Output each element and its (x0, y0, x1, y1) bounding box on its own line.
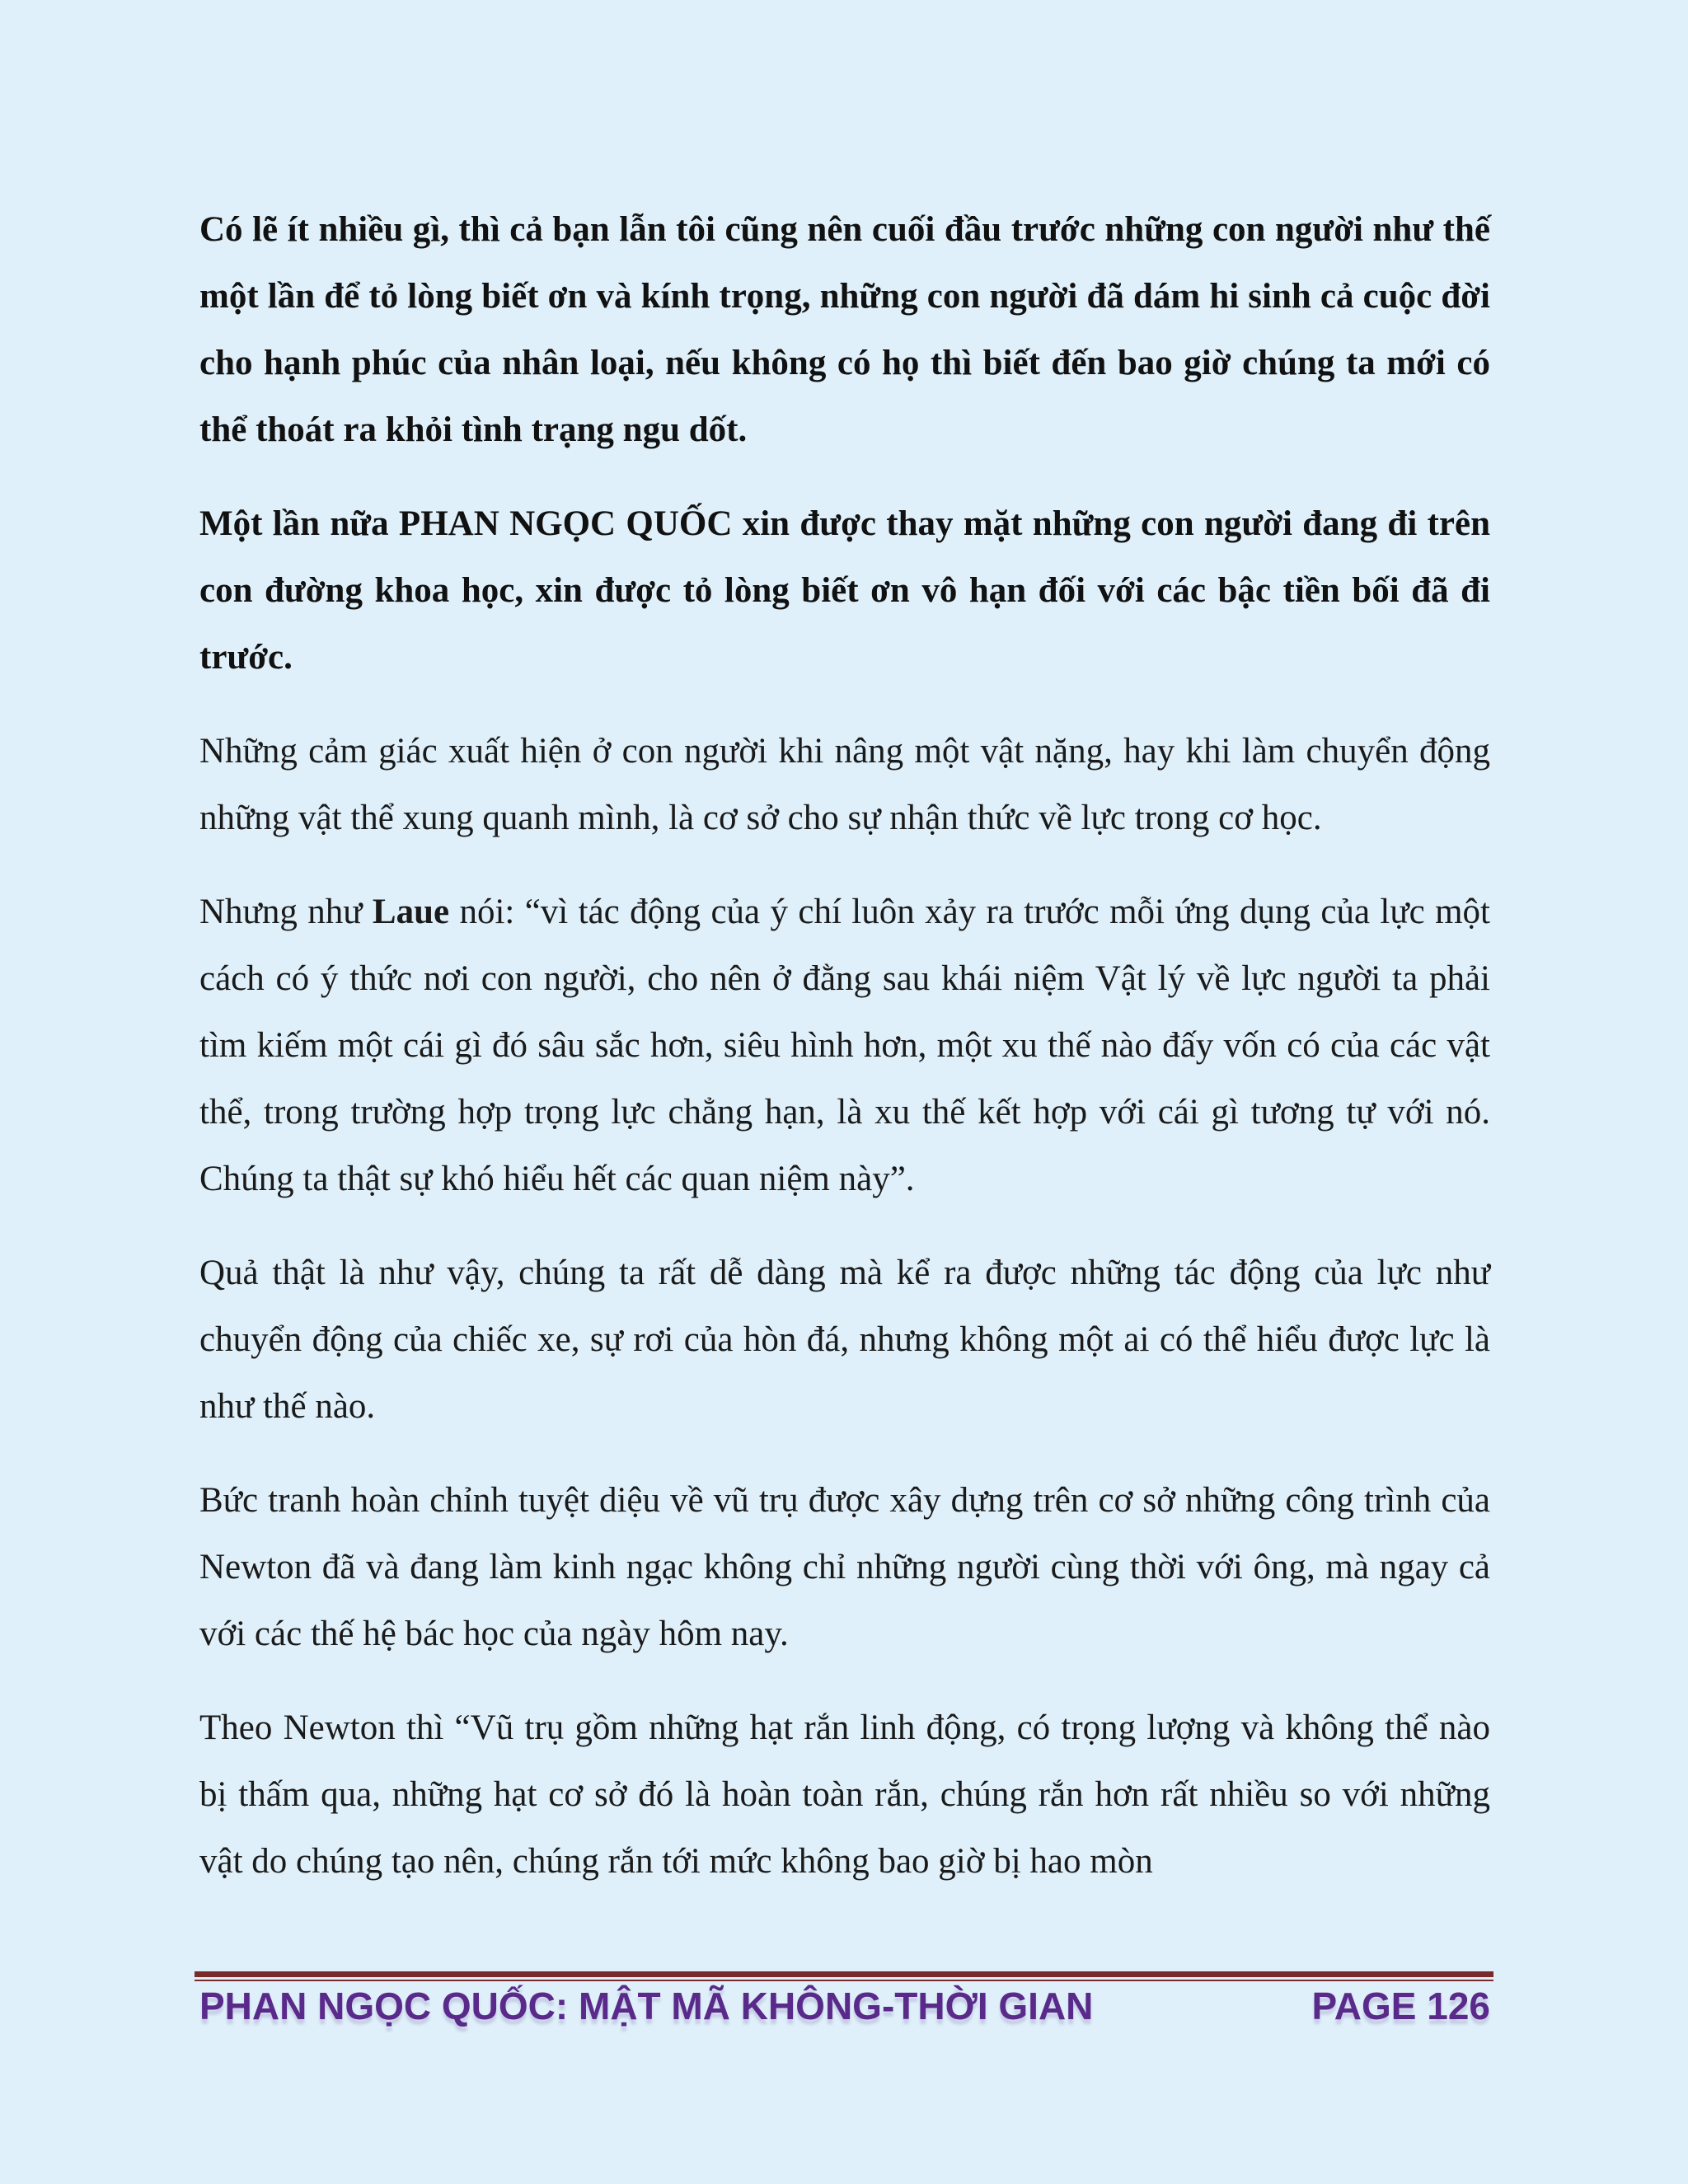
footer-book-title: PHAN NGỌC QUỐC: MẬT MÃ KHÔNG-THỜI GIAN (199, 1985, 1094, 2027)
paragraph-author-thanks: Một lần nữa PHAN NGỌC QUỐC xin được thay mặt những con người đang đi trên con đường khoa học, xin được tỏ lòng biết ơn vô hạn đối với các bậc tiền bối đã đi trước. (199, 504, 1490, 677)
footer-divider-thick (195, 1971, 1493, 1977)
page-footer (199, 1984, 1490, 2028)
paragraph-newton-quote: Theo Newton thì “Vũ trụ gồm những hạt rắn linh động, có trọng lượng và không thể nào bị thấm qua, những hạt cơ sở đó là hoàn toàn rắn, chúng rắn hơn rất nhiều so với những vật do chúng tạo nên, chúng rắn tới mức không bao giờ bị hao mòn (199, 1708, 1490, 1881)
page-body (199, 196, 1490, 1922)
paragraph-force-perception: Những cảm giác xuất hiện ở con người khi nâng một vật nặng, hay khi làm chuyển động những vật thể xung quanh mình, là cơ sở cho sự nhận thức về lực trong cơ học. (199, 732, 1490, 837)
footer-divider-thin (195, 1980, 1493, 1981)
paragraph-gratitude: Có lẽ ít nhiều gì, thì cả bạn lẫn tôi cũng nên cuối đầu trước những con người như thế một lần để tỏ lòng biết ơn và kính trọng, những con người đã dám hi sinh cả cuộc đời cho hạnh phúc của nhân loại, nếu không có họ thì biết đến bao giờ chúng ta mới có thể thoát ra khỏi tình trạng ngu dốt. (199, 210, 1490, 449)
footer-divider (195, 1971, 1493, 1981)
footer-page-number: PAGE 126 (1311, 1985, 1490, 2027)
laue-name: Laue (372, 893, 450, 931)
paragraph-newton-universe: Bức tranh hoàn chỉnh tuyệt diệu về vũ trụ được xây dựng trên cơ sở những công trình của Newton đã và đang làm kinh ngạc không chỉ những người cùng thời với ông, mà ngay cả với các thế hệ bác học của ngày hôm nay. (199, 1481, 1490, 1653)
paragraph-force-effects: Quả thật là như vậy, chúng ta rất dễ dàng mà kể ra được những tác động của lực như chuyển động của chiếc xe, sự rơi của hòn đá, nhưng không một ai có thể hiểu được lực là như thế nào. (199, 1254, 1490, 1426)
laue-quote-text: nói: “vì tác động của ý chí luôn xảy ra trước mỗi ứng dụng của lực một cách có ý thức nơi con người, cho nên ở đằng sau khái niệm Vật lý về lực người ta phải tìm kiếm một cái gì đó sâu sắc hơn, siêu hình hơn, một xu thế nào đấy vốn có của các vật thể, trong trường hợp trọng lực chẳng hạn, là xu thế kết hợp với cái gì tương tự với nó. Chúng ta thật sự khó hiểu hết các quan niệm này”. (199, 893, 1490, 1198)
paragraph-laue-quote (199, 879, 1490, 1212)
laue-quote-prefix: Nhưng như (199, 893, 373, 931)
